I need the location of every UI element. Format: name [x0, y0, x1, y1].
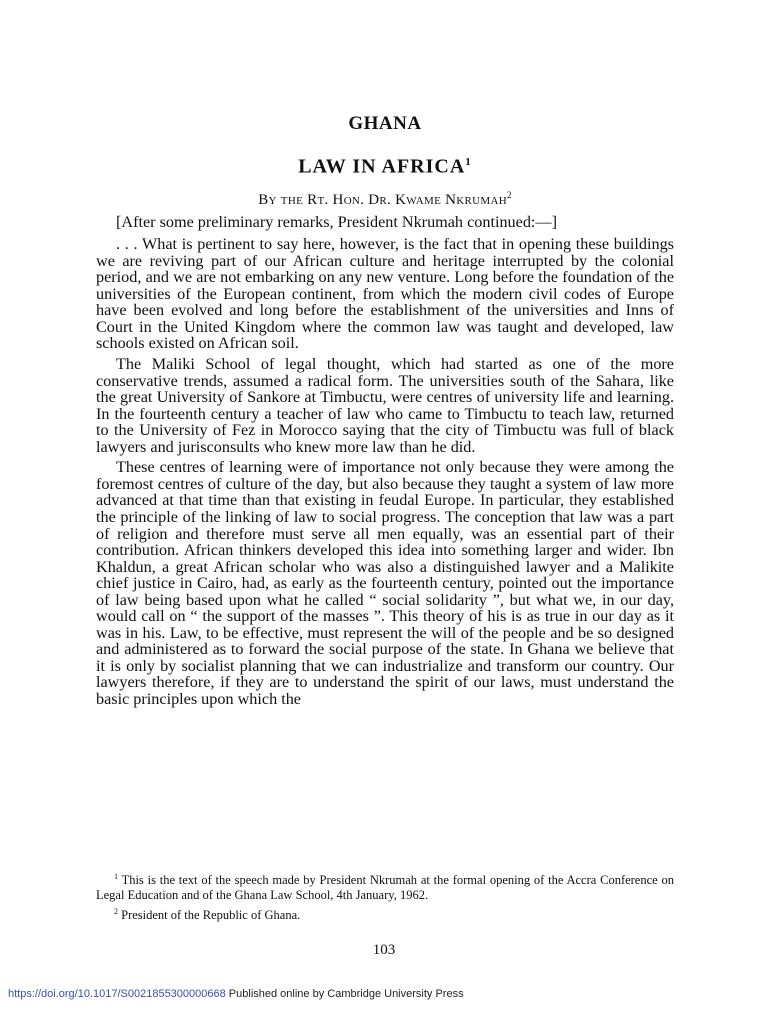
article-title — [96, 150, 674, 179]
country-heading: GHANA — [348, 113, 422, 134]
body-paragraph: . . . What is pertinent to say here, however, is the fact that in opening these buildings we are reviving part of our African culture and heritage interrupted by the colonial period, and we are not embarking on any new venture. Long before the foundation of the universities of the European continent, from which the modern civil codes of Europe have been evolved and long before the establishment of the universities and Inns of Court in the United Kingdom where the common law was taught and developed, law schools existed on African soil. — [96, 235, 674, 353]
article-body — [96, 214, 674, 708]
title-footnote-marker: 1 — [465, 156, 472, 168]
page-number: 103 — [372, 942, 396, 958]
body-paragraph: The Maliki School of legal thought, which had started as one of the more conservative trends, assumed a radical form. The universities south of the Sahara, like the great University of Sankore at Timbuctu, were centres of university life and learning. In the fourteenth century a teacher of law who came to Timbuctu to teach law, returned to the University of Fez in Morocco saying that the city of Timbuctu was full of black lawyers and jurisconsults who knew more law than he did. — [96, 355, 674, 456]
body-paragraph: These centres of learning were of importance not only because they were among the foremost centres of culture of the day, but also because they taught a system of law more advanced at that time than that existing in feudal Europe. In particular, they established the principle of the linking of law to social progress. The conception that law was a part of religion and therefore must serve all men equally, was an essential part of their contribution. African thinkers developed this idea into something larger and wider. Ibn Khaldun, a great African scholar who was also a distinguished lawyer and a Malikite chief justice in Cairo, had, as early as the fourteenth century, pointed out the importance of law being based upon what he called “ social solidarity ”, but what we, in our day, would call on “ the support of the masses ”. This theory of his is as true in our day as it was in his. Law, to be effective, must represent the will of the people and be so designed and administered as to forward the social purpose of the state. In Ghana we believe that it is only by socialist planning that we can industrialize and transform our country. Our lawyers therefore, if they are to understand the spirit of our laws, must understand the basic principles upon which the — [96, 458, 674, 708]
footnote-marker: 1 — [114, 872, 118, 881]
author-byline — [96, 185, 674, 210]
footnote-text: This is the text of the speech made by President Nkrumah at the formal opening of the Accra Conference on Legal Education and of the Ghana Law School, 4th January, 1962. — [96, 873, 674, 902]
footnote — [96, 870, 674, 902]
article-title-text: LAW IN AFRICA — [298, 155, 466, 178]
footnote-marker: 2 — [114, 907, 118, 917]
footnote — [96, 905, 674, 923]
article — [96, 112, 674, 708]
intro-paragraph: [After some preliminary remarks, President Nkrumah continued:—] — [116, 212, 557, 231]
footnote-text: President of the Republic of Ghana. — [121, 908, 301, 923]
footnotes — [96, 870, 674, 926]
author-footnote-marker: 2 — [506, 189, 512, 200]
citation-line — [8, 988, 464, 1000]
publisher-note: Published online by Cambridge University Press — [225, 988, 464, 1000]
doi-link[interactable]: https://doi.org/10.1017/S0021855300000668 — [8, 988, 226, 1000]
author-name: By the Rt. Hon. Dr. Kwame Nkrumah — [258, 191, 507, 208]
